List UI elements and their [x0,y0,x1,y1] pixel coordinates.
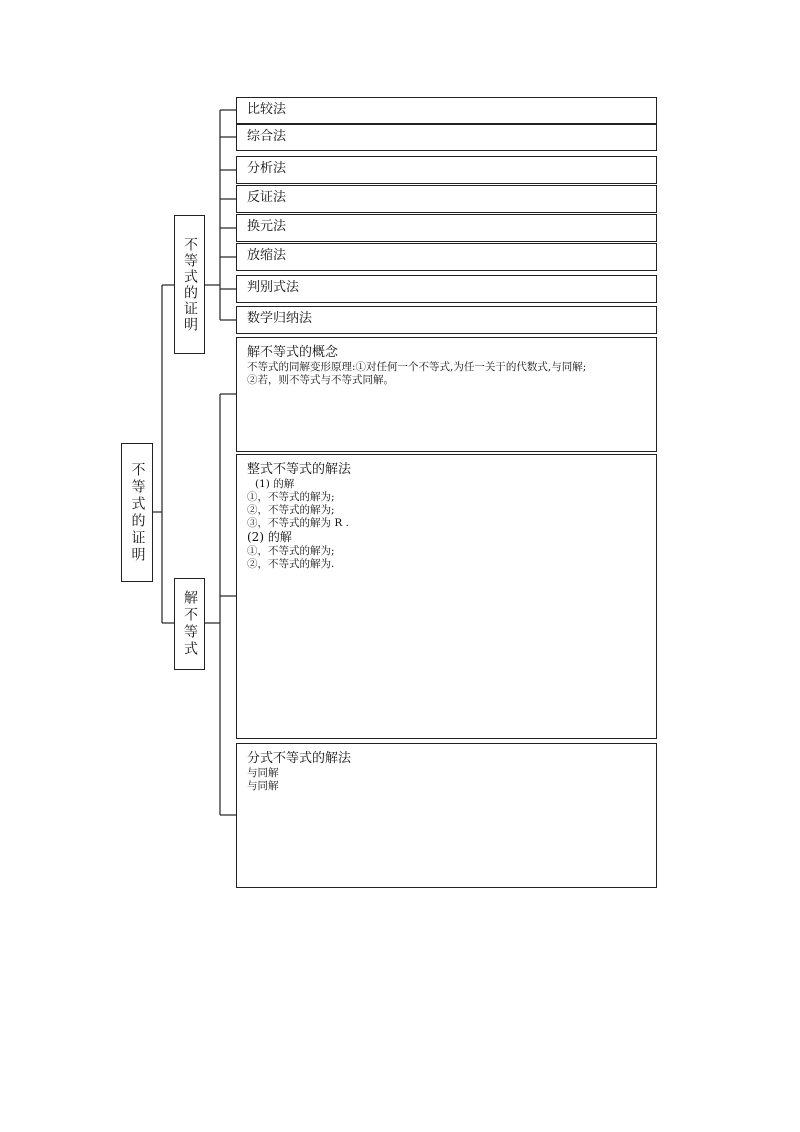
root-node-label: 不等式的证明 [129,461,146,564]
method-analysis [236,156,657,184]
method-label: 分析法 [247,161,287,176]
fractional-line: 与同解 [247,780,279,792]
integral-item: ③，不等式的解为 R . [247,517,349,529]
method-contradiction [236,185,657,213]
root-node [121,443,153,582]
solve-group-node [174,578,205,670]
method-synthesis [236,124,657,151]
method-induction [236,306,657,334]
fractional-panel [236,743,657,888]
integral-item: ②，不等式的解为. [247,558,335,570]
method-comparison [236,97,657,124]
solve-group-label: 解不等式 [182,590,198,658]
proof-group-label: 不等式的证明 [182,236,198,333]
concept-line: ②若，则不等式与不等式同解。 [247,374,394,386]
integral-panel [236,454,657,739]
concept-title: 解不等式的概念 [247,345,339,360]
method-label: 综合法 [247,129,287,144]
fractional-title: 分式不等式的解法 [247,751,352,766]
method-label: 换元法 [247,219,287,234]
integral-sub2: (2) 的解 [247,530,292,544]
method-discriminant [236,275,657,303]
concept-line: 不等式的同解变形原理:①对任何一个不等式,为任一关于的代数式,与同解; [247,361,587,373]
method-label: 判别式法 [247,280,300,295]
method-label: 比较法 [247,102,287,117]
method-label: 放缩法 [247,248,287,263]
integral-item: ②，不等式的解为; [247,504,335,516]
integral-title: 整式不等式的解法 [247,462,352,477]
method-scaling [236,243,657,271]
integral-sub1: (1) 的解 [255,478,295,490]
integral-item: ①，不等式的解为; [247,491,335,503]
fractional-line: 与同解 [247,767,279,779]
method-label: 数学归纳法 [247,311,313,326]
method-label: 反证法 [247,190,287,205]
integral-item: ①，不等式的解为; [247,545,335,557]
concept-panel [236,337,657,452]
proof-group-node [174,215,205,354]
method-substitution [236,214,657,242]
